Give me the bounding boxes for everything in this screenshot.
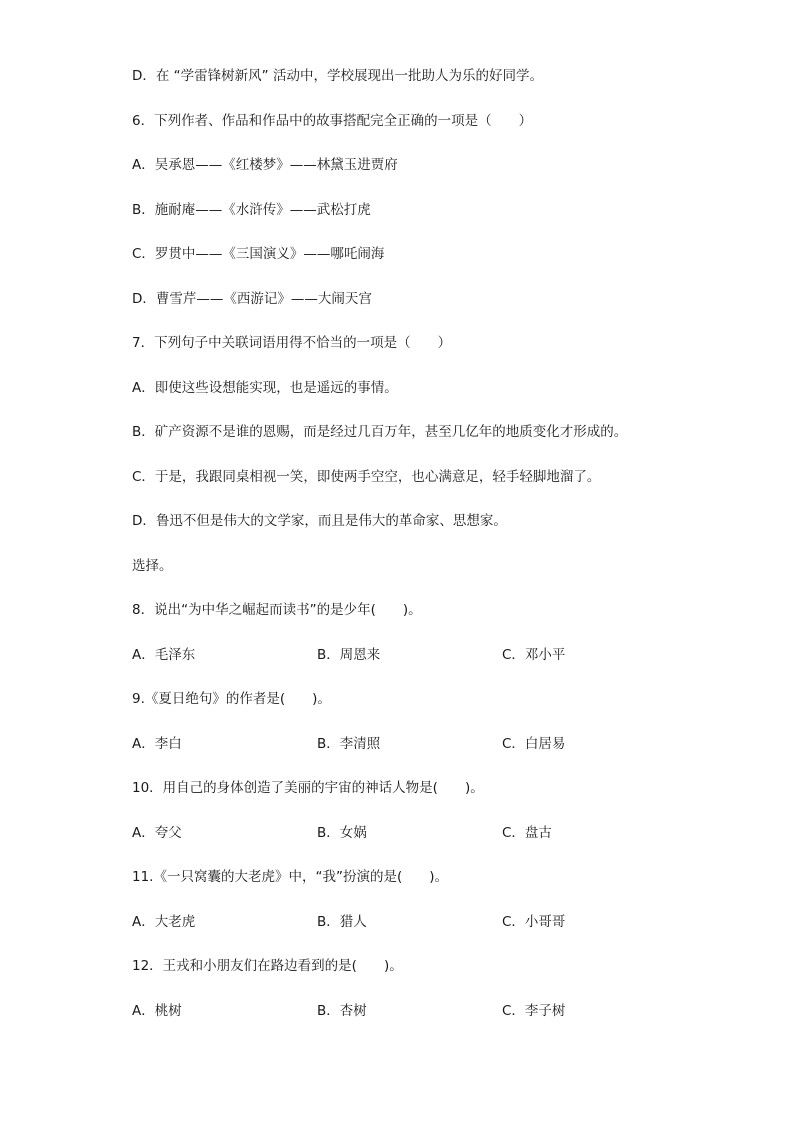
question-10: 10．用自己的身体创造了美丽的宇宙的神话人物是( )。	[132, 780, 484, 796]
q8-option-c: C．邓小平	[502, 647, 566, 663]
q10-option-b: B．女娲	[317, 825, 367, 841]
question-8: 8．说出“为中华之崛起而读书”的是少年( )。	[132, 602, 422, 618]
q12-option-b: B．杏树	[317, 1003, 367, 1019]
q11-options	[132, 912, 692, 932]
q5-option-d: D．在 “学雷锋树新风” 活动中，学校展现出一批助人为乐的好同学。	[132, 68, 543, 84]
q11-option-a: A．大老虎	[132, 914, 196, 930]
q11-option-b: B．猎人	[317, 914, 367, 930]
q12-option-a: A．桃树	[132, 1003, 182, 1019]
q8-option-a: A．毛泽东	[132, 647, 196, 663]
question-7: 7．下列句子中关联词语用得不恰当的一项是（ ）	[132, 335, 452, 351]
q10-option-c: C．盘古	[502, 825, 552, 841]
question-6: 6．下列作者、作品和作品中的故事搭配完全正确的一项是（ ）	[132, 113, 533, 129]
q8-options	[132, 645, 692, 665]
section-heading: 选择。	[132, 558, 173, 574]
q9-options	[132, 734, 692, 754]
q6-option-d: D．曹雪芹——《西游记》——大闹天宫	[132, 291, 372, 307]
q10-option-a: A．夸父	[132, 825, 182, 841]
q7-option-d: D．鲁迅不但是伟大的文学家，而且是伟大的革命家、思想家。	[132, 513, 507, 529]
q9-option-c: C．白居易	[502, 736, 566, 752]
q12-options	[132, 1001, 692, 1021]
q9-option-b: B．李清照	[317, 736, 381, 752]
q8-option-b: B．周恩来	[317, 647, 381, 663]
q12-option-c: C．李子树	[502, 1003, 566, 1019]
q6-option-a: A．吴承恩——《红楼梦》——林黛玉进贾府	[132, 157, 398, 173]
q6-option-c: C．罗贯中——《三国演义》——哪吒闹海	[132, 246, 385, 262]
q9-option-a: A．李白	[132, 736, 182, 752]
q7-option-a: A．即使这些设想能实现，也是遥远的事情。	[132, 380, 398, 396]
q10-options	[132, 823, 692, 843]
q11-option-c: C．小哥哥	[502, 914, 566, 930]
question-11: 11.《一只窝囊的大老虎》中，“我”扮演的是( )。	[132, 869, 448, 885]
question-12: 12．王戎和小朋友们在路边看到的是( )。	[132, 958, 403, 974]
q6-option-b: B．施耐庵——《水浒传》——武松打虎	[132, 202, 371, 218]
q7-option-c: C．于是，我跟同桌相视一笑，即使两手空空，也心满意足，轻手轻脚地溜了。	[132, 469, 601, 485]
q7-option-b: B．矿产资源不是谁的恩赐，而是经过几百万年，甚至几亿年的地质变化才形成的。	[132, 424, 628, 440]
question-9: 9.《夏日绝句》的作者是( )。	[132, 691, 331, 707]
